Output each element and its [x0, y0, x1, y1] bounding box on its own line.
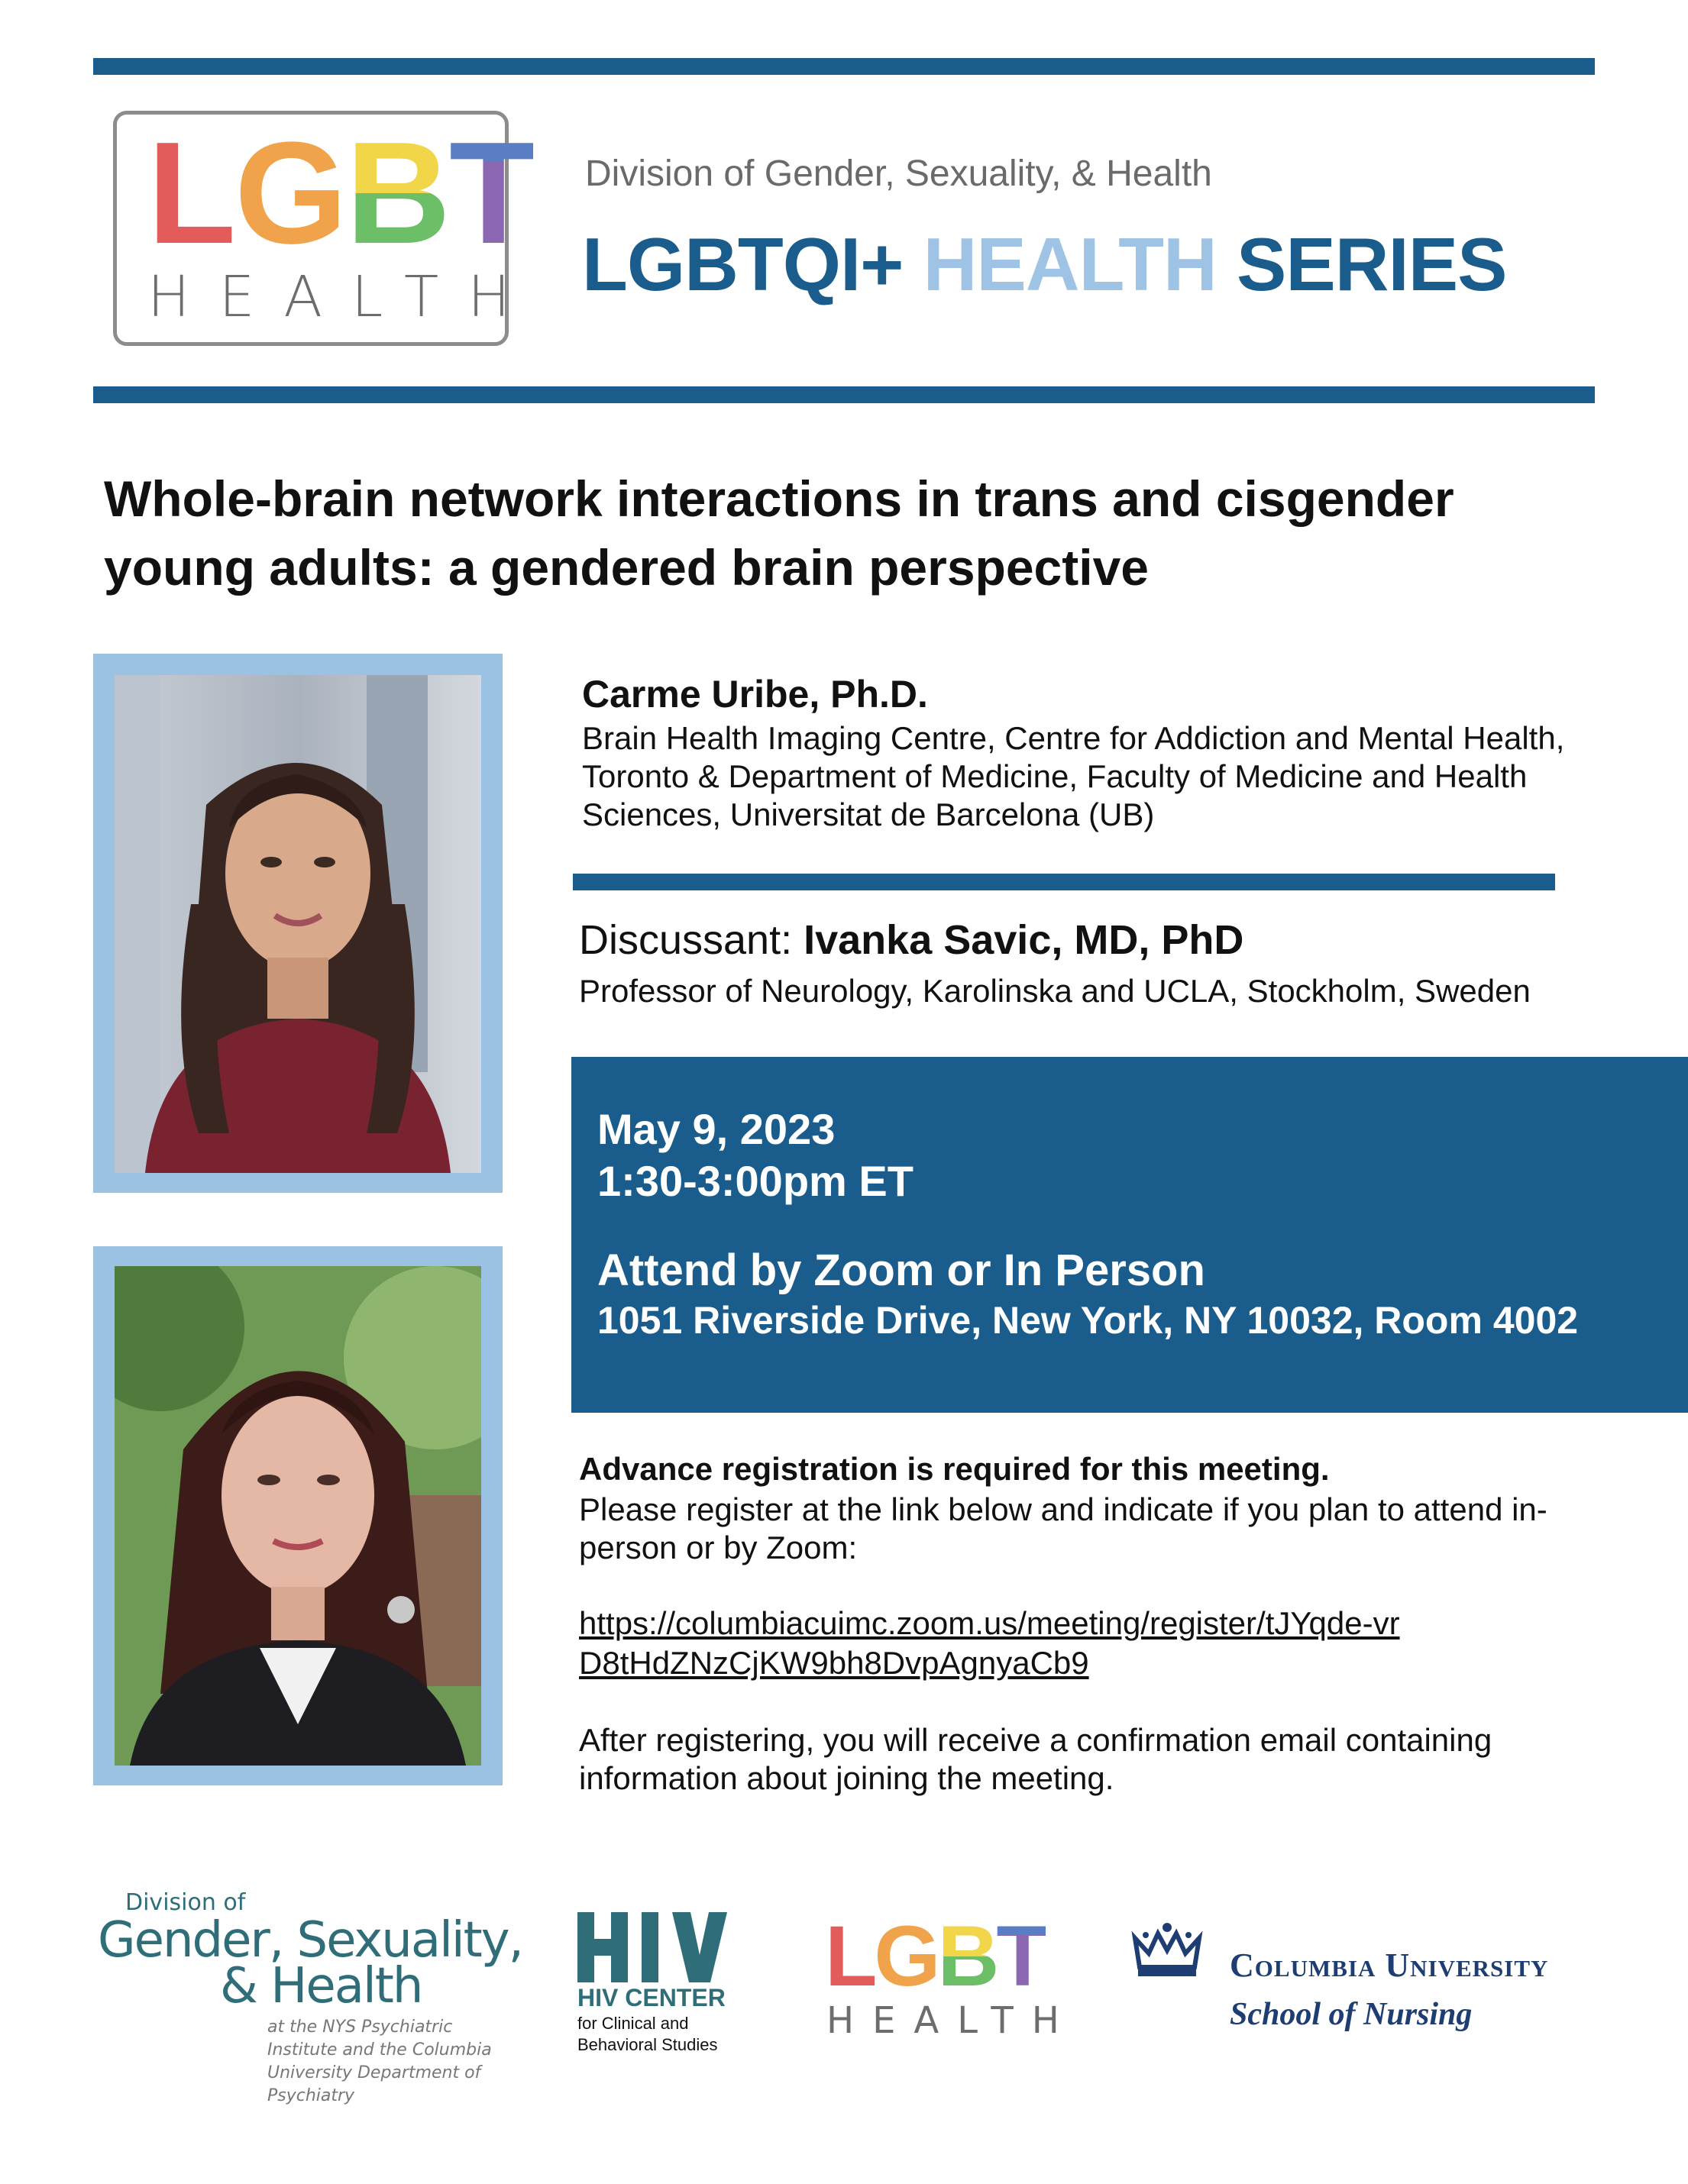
- speaker-photo-image: [115, 675, 481, 1173]
- footer-logo-letter-t: T: [996, 1908, 1046, 2004]
- event-details-box: [571, 1057, 1688, 1413]
- speaker-photo: [115, 675, 481, 1173]
- lgbt-health-logo: [113, 111, 539, 346]
- columbia-school-name: School of Nursing: [1230, 1997, 1473, 2032]
- columbia-university-name: Columbia University: [1230, 1947, 1549, 1984]
- event-attend: Attend by Zoom or In Person: [597, 1245, 1205, 1295]
- footer-logo-letter-g: G: [874, 1908, 938, 2004]
- series-title-part3: SERIES: [1237, 222, 1507, 306]
- logo-letter-t: T: [449, 112, 534, 274]
- footer-logo-letter-l: L: [825, 1908, 875, 2004]
- logo-letters: [147, 112, 534, 274]
- discussant-photo-image: [115, 1266, 481, 1766]
- columbia-crown-icon: [1130, 1920, 1204, 1978]
- logo-letter-g: G: [234, 112, 343, 274]
- registration-body: Please register at the link below and indicate if you plan to attend in-person or by Zoom:: [579, 1491, 1547, 1565]
- discussant-label: Discussant:: [579, 917, 804, 963]
- discussant-affiliation: Professor of Neurology, Karolinska and UCLA, Stockholm, Sweden: [579, 973, 1531, 1009]
- talk-title: Whole-brain network interactions in trans and cisgender young adults: a gendered brain perspective: [104, 470, 1454, 596]
- speaker-affiliation: Brain Health Imaging Centre, Centre for Addiction and Mental Health, Toronto & Department of Medicine, Faculty of Medicine and Health Sciences, Universitat de Barcelona (UB): [582, 720, 1565, 832]
- speaker-divider: [573, 874, 1555, 890]
- logo-health-word: HEALTH: [147, 264, 539, 330]
- logo-letter-l: L: [147, 112, 232, 274]
- event-address: 1051 Riverside Drive, New York, NY 10032, Room 4002: [597, 1299, 1579, 1342]
- hiv-center-title: HIV CENTER: [577, 1984, 726, 2011]
- event-time: 1:30-3:00pm ET: [597, 1157, 914, 1205]
- discussant-photo: [115, 1266, 481, 1766]
- registration-after: After registering, you will receive a confirmation email containing information about joining the meeting.: [579, 1722, 1492, 1796]
- speaker-name: Carme Uribe, Ph.D.: [582, 673, 928, 716]
- division-name: Division of Gender, Sexuality, & Health: [585, 153, 1212, 194]
- series-title-part2: HEALTH: [923, 222, 1217, 306]
- footer-dgsh-line2: & Health: [220, 1958, 422, 2014]
- logo-letter-b: B: [345, 112, 447, 274]
- header-rule: [93, 386, 1595, 403]
- discussant-line: [579, 916, 1243, 964]
- hiv-center-logo-icon: [577, 1912, 727, 1982]
- hiv-center-subtitle: for Clinical and Behavioral Studies: [577, 2014, 718, 2054]
- footer-dgsh-sub: at the NYS Psychiatric Institute and the Columbia University Department of Psychiatry: [267, 2018, 492, 2105]
- discussant-name: Ivanka Savic, MD, PhD: [804, 917, 1244, 963]
- series-title: [582, 221, 1507, 308]
- footer-lgbt-logo: [825, 1908, 1046, 2004]
- footer-dgsh-line1: Gender, Sexuality,: [98, 1912, 522, 1969]
- registration-link[interactable]: https://columbiacuimc.zoom.us/meeting/register/tJYqde-vrD8tHdZNzCjKW9bh8DvpAgnyaCb9: [579, 1605, 1400, 1681]
- footer-lgbt-health-word: HEALTH: [826, 1999, 1078, 2042]
- event-date: May 9, 2023: [597, 1105, 836, 1153]
- series-title-part1: LGBTQI+: [582, 222, 904, 306]
- footer-dgsh-division: Division of: [125, 1889, 246, 1916]
- top-rule: [93, 58, 1595, 75]
- registration-heading: Advance registration is required for this meeting.: [579, 1451, 1330, 1487]
- footer-logo-letter-b: B: [937, 1908, 997, 2004]
